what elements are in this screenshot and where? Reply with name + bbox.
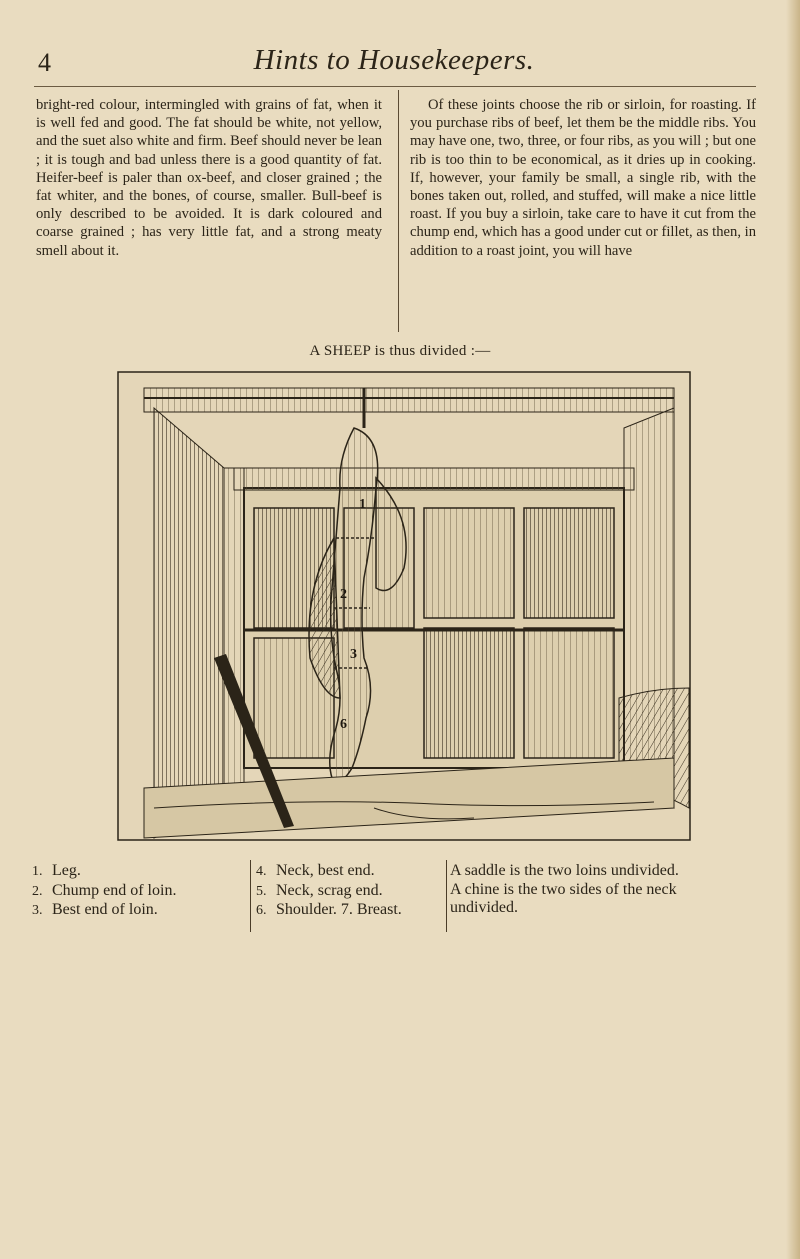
cut-label-2: 2 xyxy=(340,587,347,602)
legend-column-2 xyxy=(256,862,446,921)
header-rule xyxy=(34,86,756,87)
legend-note: A chine is the two sides of the neck xyxy=(450,880,677,898)
left-wall xyxy=(154,408,224,838)
window-lintel xyxy=(234,468,634,490)
legend-item: 2. Chump end of loin. xyxy=(32,881,177,899)
cut-label-1: 1 xyxy=(359,497,366,512)
cut-label-3: 3 xyxy=(350,647,357,662)
legend-rule-2 xyxy=(446,860,447,932)
column-divider xyxy=(398,90,399,332)
sheep-illustration xyxy=(114,368,694,844)
running-title: Hints to Housekeepers. xyxy=(253,44,535,76)
right-column xyxy=(410,96,756,260)
legend-item: 5. Neck, scrag end. xyxy=(256,881,383,899)
legend-column-1 xyxy=(32,862,250,921)
page-edge xyxy=(786,0,800,1259)
legend-item: 3. Best end of loin. xyxy=(32,901,158,918)
legend-rule-1 xyxy=(250,860,251,932)
legend-notes xyxy=(450,862,770,918)
legend-note: A saddle is the two loins undivided. xyxy=(450,862,679,879)
ceiling-beam xyxy=(144,388,674,412)
right-column-text: Of these joints choose the rib or sirloin, for roasting. If you purchase ribs of beef, let them be the middle ribs. You may have one, two, three, or four ribs, as you will ; but one rib is too thin to be economical, as it dries up in cooking. If, however, your family be small, a single rib, with the bones taken out, rolled, and stuffed, will make a nice little roast. If you buy a sirloin, take care to have it cut from the chump end, which has a good under cut or fillet, as then, in addition to a roast joint, you will have xyxy=(410,97,756,259)
left-column-text: bright-red colour, intermingled with grains of fat, when it is well fed and good. The fat should be white, not yellow, and the suet also white and firm. Beef should never be lean ; it is tough and bad unless there is a good quantity of fat. Heifer-beef is paler than ox-beef, and closer grained ; the fat whiter, and the bones, of course, smaller. Bull-beef is only described to be avoided. It is dark coloured and coarse grained ; has very little fat, and a strong meaty smell about it. xyxy=(36,97,382,259)
left-column xyxy=(36,96,382,260)
page-number: 4 xyxy=(38,48,51,77)
legend-item: 1. Leg. xyxy=(32,862,81,879)
figure-caption: A SHEEP is thus divided :— xyxy=(309,343,491,359)
cut-label-6: 6 xyxy=(340,717,347,732)
page-header xyxy=(34,42,754,82)
legend-note: undivided. xyxy=(450,899,518,916)
legend-item: 4. Neck, best end. xyxy=(256,862,375,879)
legend-item: 6. Shoulder. 7. Breast. xyxy=(256,901,402,918)
